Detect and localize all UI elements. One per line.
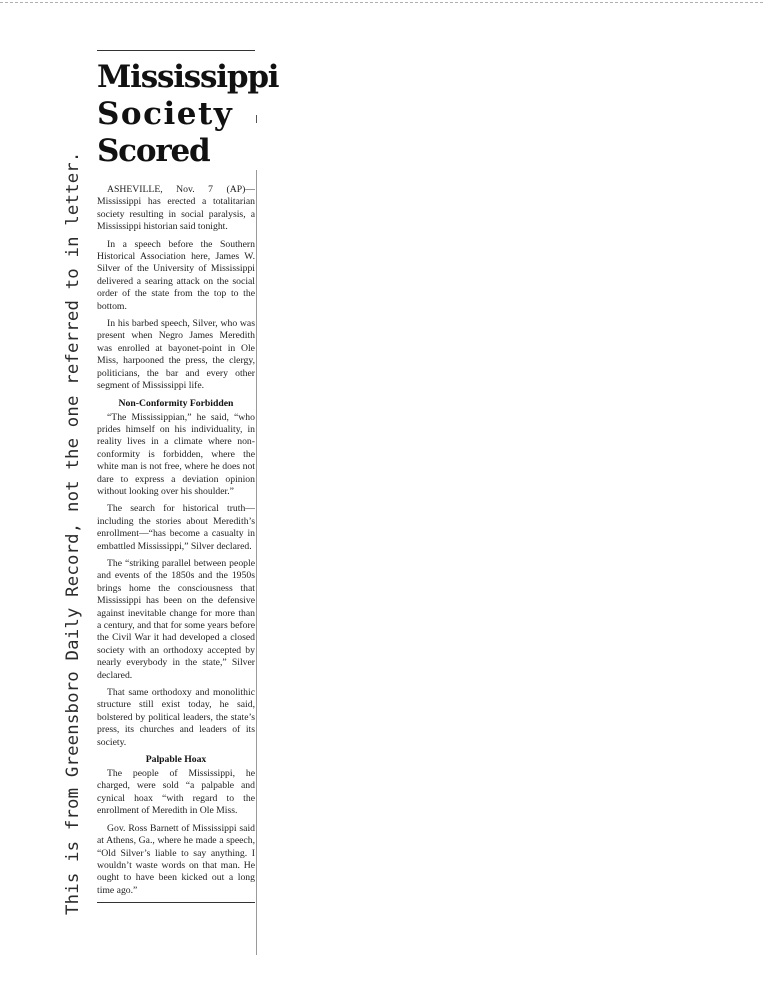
bottom-rule [97,902,255,903]
headline-line-2: Society [97,96,234,132]
column-edge-line [256,170,257,955]
paragraph: In a speech before the Southern Historical Association here, James W. Silver of the University of Mississippi delivered a searing attack on the social order of the state from the top to the bottom. [97,238,255,312]
article-body [97,184,255,897]
page-top-border [0,2,763,3]
column-edge-mark [256,115,257,123]
newspaper-clipping [97,50,279,903]
paragraph-dateline: ASHEVILLE, Nov. 7 (AP)—Mississippi has erected a totalitarian society resulting in social paralysis, a Mississippi historian said tonight. [97,184,255,233]
subhead-non-conformity: Non-Conformity Forbidden [118,397,234,409]
typed-annotation: This is from Greensboro Daily Record, not the one referred to in letter. [63,151,83,915]
paragraph: “The Mississippian,” he said, “who prides himself on his individuality, in reality lives in a climate where non-conformity is forbidden, where the white man is not free, where he does not dare to express a deviation opinion without looking over his shoulder.” [97,411,255,497]
subhead-palpable-hoax: Palpable Hoax [145,754,207,766]
paragraph: The “striking parallel between people and events of the 1850s and the 1950s brings home the consciousness that Mississippi has been on the defensive against inevitable change for more than a century, and that for some years before the Civil War it had developed a closed society with an orthodoxy accepted by nearly everybody in the state,” Silver declared. [97,557,255,681]
paragraph: That same orthodoxy and monolithic structure still exist today, he said, bolstered by political leaders, the state’s press, its churches and leaders of its society. [97,687,255,748]
paragraph: The people of Mississippi, he charged, were sold “a palpable and cynical hoax “with regard to the enrollment of Meredith in Ole Miss. [97,768,255,817]
paragraph: The search for historical truth—including the stories about Meredith’s enrollment—“has become a casualty in embattled Mississippi,” Silver declared. [97,503,255,552]
headline [97,59,279,170]
paragraph: In his barbed speech, Silver, who was present when Negro James Meredith was enrolled at bayonet-point in Ole Miss, harpooned the press, the clergy, politicians, the bar and every other segment of Mississippi life. [97,318,255,392]
headline-line-3: Scored [97,133,210,169]
top-rule [97,50,255,51]
paragraph: Gov. Ross Barnett of Mississippi said at Athens, Ga., where he made a speech, “Old Silver’s liable to say anything. I wouldn’t waste words on that man. He ought to have been kicked out a long time ago.” [97,822,255,896]
headline-line-1: Mississippi [97,59,279,95]
